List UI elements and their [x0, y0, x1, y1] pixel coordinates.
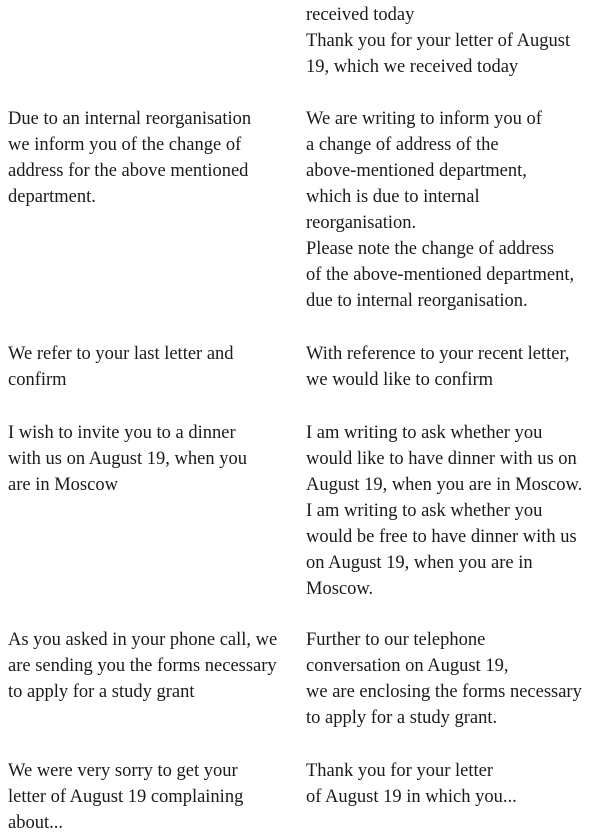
formal-phrase-3: I am writing to ask whether you would like to have dinner with us on August 19, when you are in Moscow. I am writing to ask whether you would be free to have dinner with us on August 19, when you are in Moscow. [306, 423, 583, 599]
informal-phrase-1: Due to an internal reorganisation we inform you of the change of address for the above mentioned department. [8, 109, 252, 207]
informal-phrase-5: We were very sorry to get your letter of August 19 complaining about... [8, 761, 244, 833]
formal-phrase-4: Further to our telephone conversation on August 19, we are enclosing the forms necessary to apply for a study grant. [306, 630, 582, 728]
formal-phrase-0: received today Thank you for your letter of August 19, which we received today [306, 5, 571, 77]
informal-phrase-2: We refer to your last letter and confirm [8, 344, 234, 390]
informal-phrase-3: I wish to invite you to a dinner with us on August 19, when you are in Moscow [8, 423, 247, 495]
informal-phrase-4: As you asked in your phone call, we are sending you the forms necessary to apply for a study grant [8, 630, 278, 702]
formal-phrase-5: Thank you for your letter of August 19 in which you... [306, 761, 517, 807]
formal-phrase-2: With reference to your recent letter, we would like to confirm [306, 344, 570, 390]
formal-phrase-1: We are writing to inform you of a change of address of the above-mentioned department, which is due to internal reorganisation. Please note the change of address of the above-mentioned department, due to internal reorganisation. [306, 109, 575, 311]
